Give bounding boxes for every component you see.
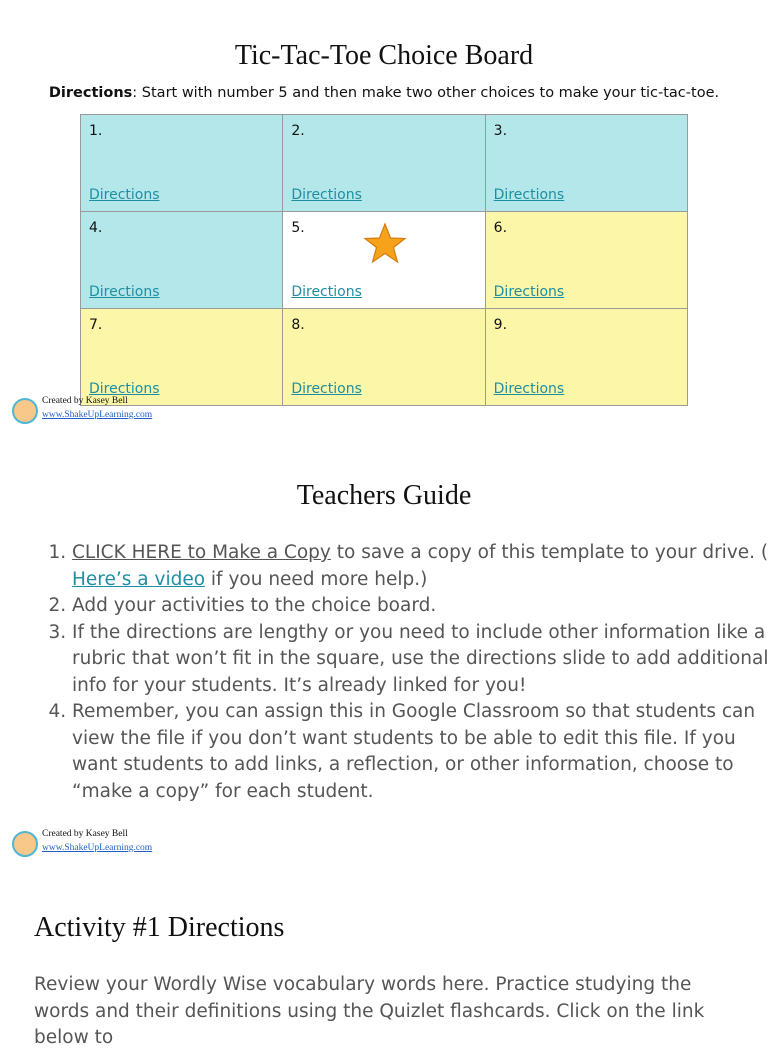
guide-item-4: 4. Remember, you can assign this in Google Classroom so that students can view the file if you don’t want students to be able to edit this file. If you want students to add links, a reflection, or other information, choose to “make a copy” for each student. — [72, 699, 768, 805]
board-cell-9 — [485, 309, 687, 406]
directions-link-7[interactable]: Directions — [89, 381, 160, 397]
cell-number: 9. — [493, 317, 508, 333]
credit-author: Created by Kasey Bell — [42, 396, 128, 406]
credit-website-link[interactable]: www.ShakeUpLearning.com — [42, 410, 153, 420]
guide-list — [34, 540, 768, 805]
board-cell-6 — [485, 212, 687, 309]
directions-link-8[interactable]: Directions — [291, 381, 362, 397]
board-cell-4 — [81, 212, 283, 309]
activity-title: Activity #1 Directions — [34, 912, 285, 943]
directions-link-6[interactable]: Directions — [493, 284, 565, 300]
board-cell-5 — [283, 212, 485, 309]
cell-number: 1. — [89, 123, 103, 139]
board-cell-7 — [81, 309, 283, 406]
guide-item-2: 2. Add your activities to the choice board. — [72, 593, 768, 620]
directions-link-2[interactable]: Directions — [291, 187, 362, 203]
cell-number: 2. — [291, 123, 305, 139]
avatar — [12, 398, 38, 424]
video-link[interactable]: Here’s a video — [72, 568, 206, 590]
guide-item-1 — [72, 540, 768, 593]
star-icon — [363, 222, 407, 266]
board-cell-2 — [283, 115, 485, 212]
directions-link-5[interactable]: Directions — [291, 284, 362, 300]
directions-link-4[interactable]: Directions — [89, 284, 160, 300]
choice-board — [80, 114, 688, 406]
board-cell-1 — [81, 115, 283, 212]
board-cell-3 — [485, 115, 687, 212]
cell-number: 3. — [493, 123, 508, 139]
credit-author: Created by Kasey Bell — [42, 829, 128, 839]
board-directions — [0, 85, 768, 101]
cell-number: 5. — [291, 220, 305, 236]
board-title: Tic-Tac-Toe Choice Board — [234, 40, 534, 71]
directions-text: : Start with number 5 and then make two other choices to make your tic-tac-toe. — [132, 85, 720, 101]
board-cell-8 — [283, 309, 485, 406]
credit-website-link[interactable]: www.ShakeUpLearning.com — [42, 843, 153, 853]
guide-item-1-text-a: to save a copy of this template to your drive. ( — [330, 542, 768, 563]
cell-number: 6. — [493, 220, 508, 236]
guide-item-3: 3. If the directions are lengthy or you need to include other information like a rubric that won’t fit in the square, use the directions slide to add additional info for your students. It’s already linked for you! — [72, 620, 768, 700]
cell-number: 4. — [89, 220, 103, 236]
make-copy-link[interactable]: CLICK HERE to Make a Copy — [72, 542, 331, 563]
directions-label: Directions — [48, 85, 133, 101]
guide-title: Teachers Guide — [296, 480, 472, 511]
directions-link-1[interactable]: Directions — [89, 187, 160, 203]
guide-item-1-text-b: if you need more help.) — [205, 568, 428, 590]
directions-link-9[interactable]: Directions — [493, 381, 565, 397]
avatar — [12, 831, 38, 857]
cell-number: 8. — [291, 317, 305, 333]
activity-body: Review your Wordly Wise vocabulary words here. Practice studying the words and their definitions using the Quizlet flashcards. Click on the link below to — [34, 974, 705, 1048]
cell-number: 7. — [89, 317, 103, 333]
directions-link-3[interactable]: Directions — [493, 187, 565, 203]
